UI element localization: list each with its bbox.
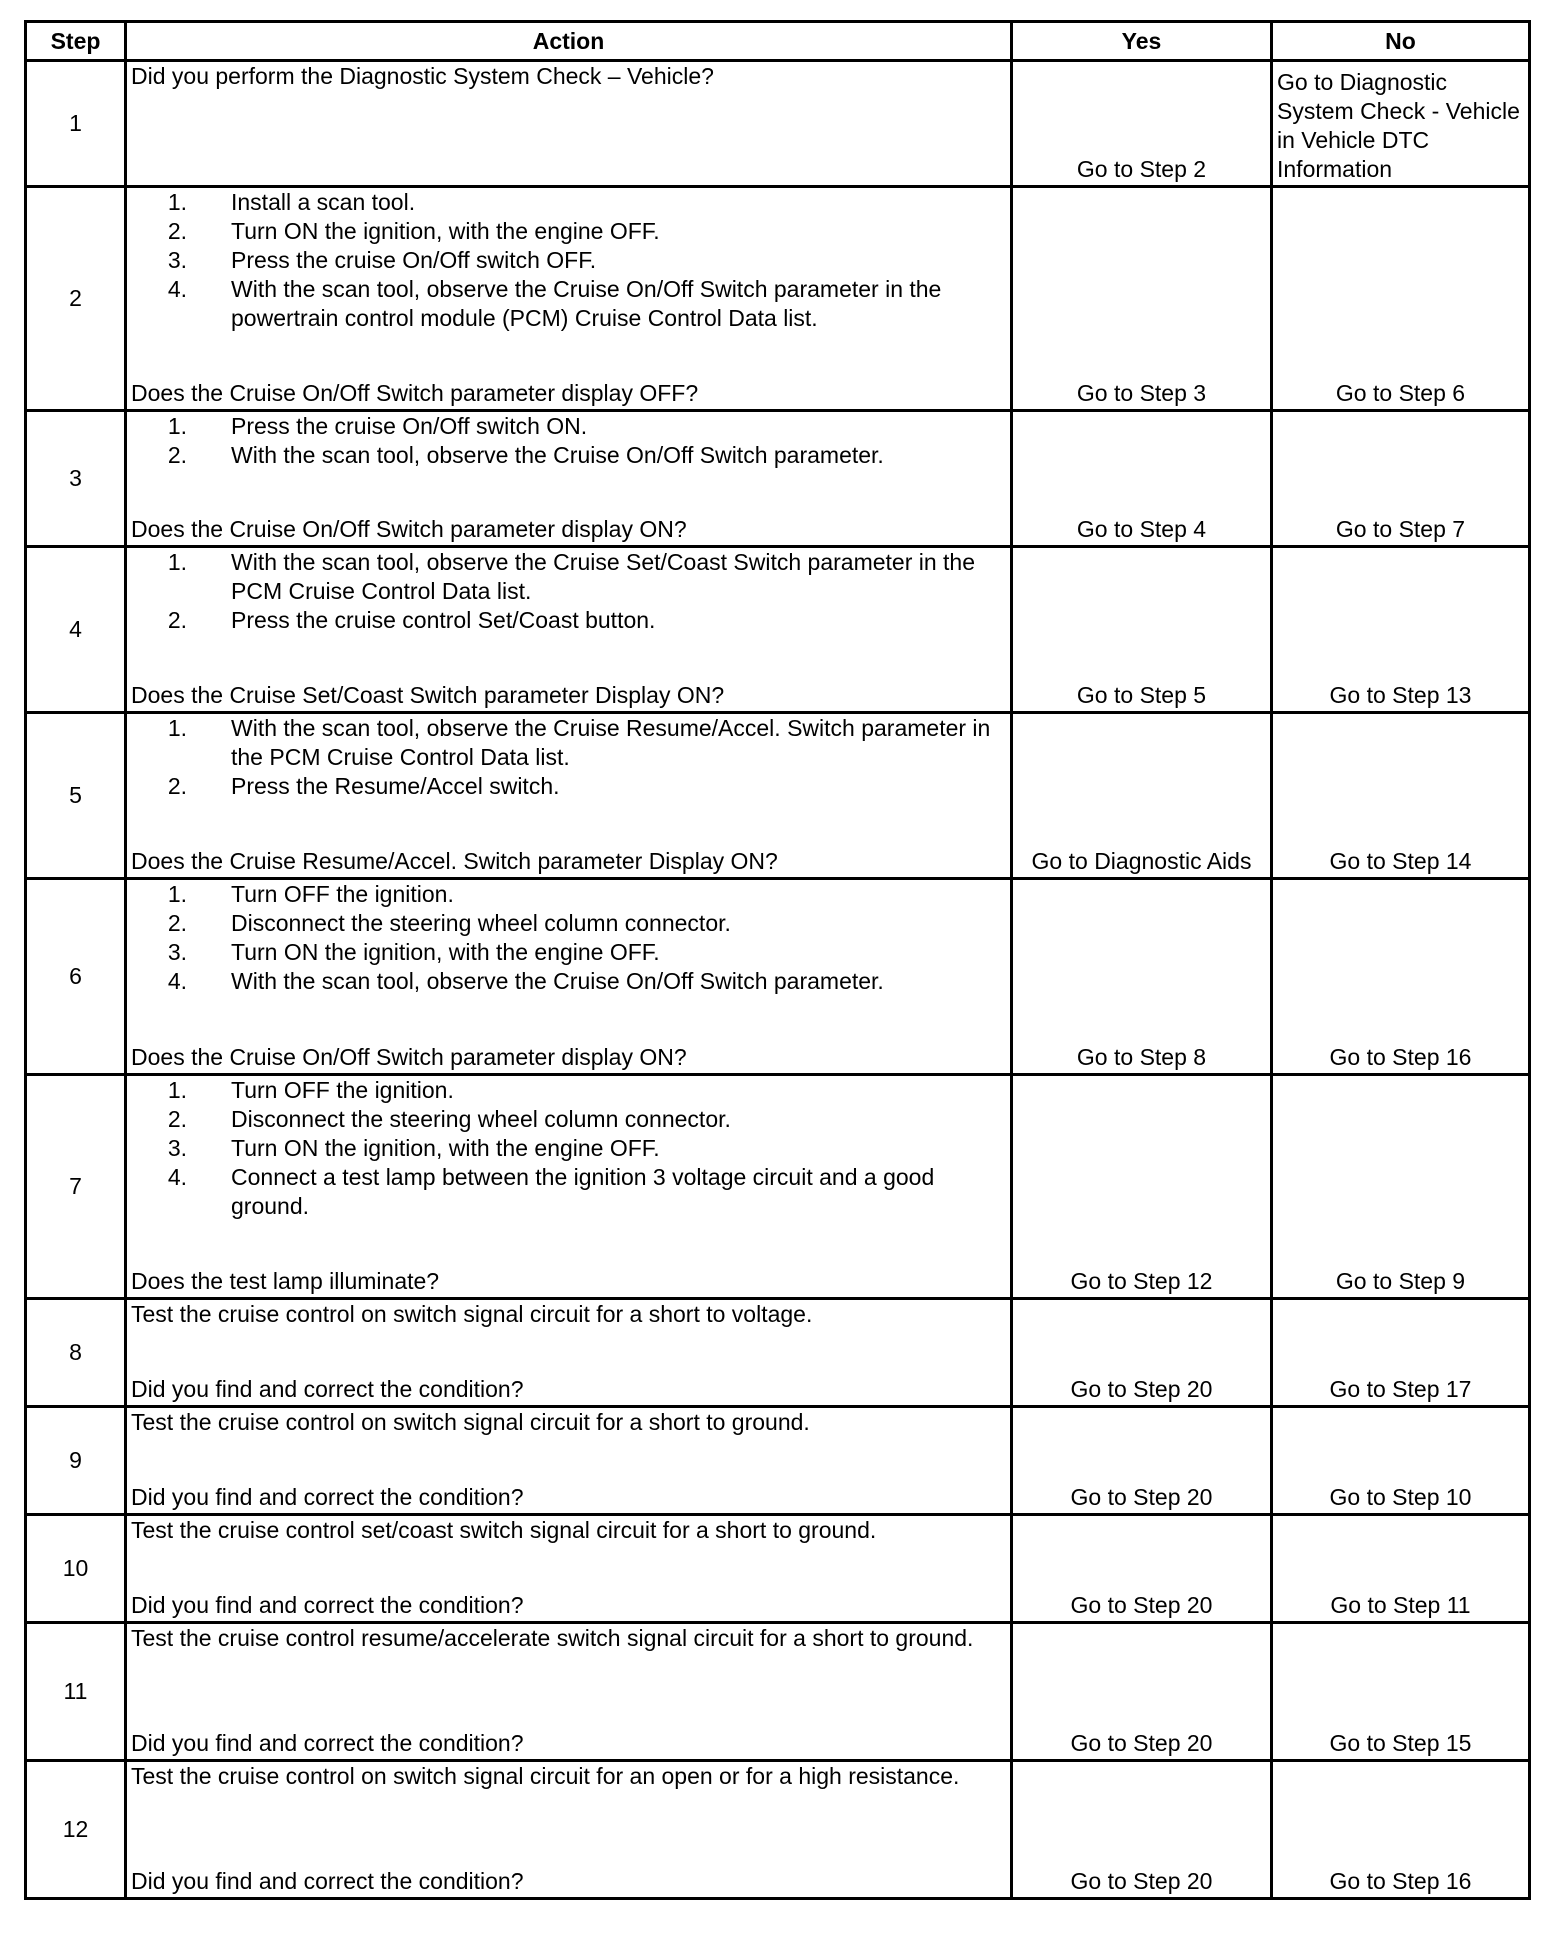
table-row xyxy=(26,1761,1530,1899)
action-steps-list xyxy=(131,714,1006,801)
action-cell xyxy=(126,713,1012,879)
action-question: Did you find and correct the condition? xyxy=(131,1868,524,1894)
list-item xyxy=(131,1105,1006,1134)
list-item-number: 3. xyxy=(167,1135,187,1161)
list-item xyxy=(131,246,1006,275)
action-question: Does the Cruise On/Off Switch parameter display OFF? xyxy=(131,380,699,406)
yes-cell xyxy=(1012,879,1272,1075)
step-number: 9 xyxy=(26,1407,126,1515)
list-item xyxy=(131,967,1006,996)
list-item-text: Turn ON the ignition, with the engine OFF. xyxy=(231,218,660,244)
list-item-number: 1. xyxy=(167,549,187,575)
yes-cell xyxy=(1012,713,1272,879)
list-item xyxy=(131,412,1006,441)
list-item-text: Turn OFF the ignition. xyxy=(231,881,454,907)
header-action: Action xyxy=(126,22,1012,61)
action-intro: Did you perform the Diagnostic System Check – Vehicle? xyxy=(131,63,714,89)
step-number: 3 xyxy=(26,411,126,547)
no-text: Go to Diagnostic System Check - Vehicle in Vehicle DTC Information xyxy=(1277,69,1520,182)
list-item-number: 3. xyxy=(167,939,187,965)
action-question: Did you find and correct the condition? xyxy=(131,1484,524,1510)
list-item-number: 3. xyxy=(167,247,187,273)
yes-text: Go to Diagnostic Aids xyxy=(1031,848,1252,874)
no-text: Go to Step 16 xyxy=(1329,1044,1472,1070)
yes-text: Go to Step 20 xyxy=(1070,1730,1213,1756)
yes-cell xyxy=(1012,61,1272,187)
step-number: 5 xyxy=(26,713,126,879)
no-cell xyxy=(1272,879,1530,1075)
action-cell xyxy=(126,547,1012,713)
yes-cell xyxy=(1012,187,1272,411)
action-question: Did you find and correct the condition? xyxy=(131,1592,524,1618)
list-item-text: Press the cruise On/Off switch OFF. xyxy=(231,247,597,273)
action-cell xyxy=(126,1407,1012,1515)
no-text: Go to Step 11 xyxy=(1330,1592,1471,1618)
table-row xyxy=(26,61,1530,187)
list-item-text: Turn ON the ignition, with the engine OFF. xyxy=(231,1135,660,1161)
list-item xyxy=(131,772,1006,801)
no-cell xyxy=(1272,547,1530,713)
no-text: Go to Step 13 xyxy=(1329,682,1472,708)
no-text: Go to Step 9 xyxy=(1335,1268,1466,1294)
list-item xyxy=(131,1163,1006,1221)
action-steps-list xyxy=(131,548,1006,635)
no-text: Go to Step 6 xyxy=(1335,380,1466,406)
no-cell xyxy=(1272,61,1530,187)
yes-cell xyxy=(1012,547,1272,713)
list-item-number: 2. xyxy=(167,1106,187,1132)
step-number: 12 xyxy=(26,1761,126,1899)
list-item-text: Press the cruise On/Off switch ON. xyxy=(231,413,588,439)
table-row xyxy=(26,879,1530,1075)
action-question: Did you find and correct the condition? xyxy=(131,1376,524,1402)
action-question: Does the Cruise Resume/Accel. Switch parameter Display ON? xyxy=(131,848,778,874)
list-item xyxy=(131,217,1006,246)
table-row xyxy=(26,1515,1530,1623)
table-row xyxy=(26,187,1530,411)
action-intro: Test the cruise control set/coast switch signal circuit for a short to ground. xyxy=(131,1517,877,1543)
table-row xyxy=(26,411,1530,547)
list-item xyxy=(131,275,1006,333)
action-steps-list xyxy=(131,188,1006,333)
yes-text: Go to Step 20 xyxy=(1070,1376,1213,1402)
no-text: Go to Step 7 xyxy=(1335,516,1466,542)
table-row xyxy=(26,1407,1530,1515)
list-item-number: 2. xyxy=(167,773,187,799)
action-question: Does the test lamp illuminate? xyxy=(131,1268,440,1294)
step-number: 8 xyxy=(26,1299,126,1407)
step-number: 10 xyxy=(26,1515,126,1623)
yes-cell xyxy=(1012,1761,1272,1899)
list-item-text: With the scan tool, observe the Cruise On/Off Switch parameter in the powertrain control module (PCM) Cruise Control Data list. xyxy=(231,276,942,331)
no-cell xyxy=(1272,1623,1530,1761)
list-item-text: Install a scan tool. xyxy=(231,189,416,215)
step-number: 11 xyxy=(26,1623,126,1761)
list-item-number: 1. xyxy=(167,881,187,907)
action-question: Does the Cruise On/Off Switch parameter display ON? xyxy=(131,516,687,542)
step-number: 2 xyxy=(26,187,126,411)
action-question: Did you find and correct the condition? xyxy=(131,1730,524,1756)
no-cell xyxy=(1272,1075,1530,1299)
header-yes: Yes xyxy=(1012,22,1272,61)
yes-text: Go to Step 20 xyxy=(1070,1484,1213,1510)
no-text: Go to Step 10 xyxy=(1329,1484,1472,1510)
list-item-number: 2. xyxy=(167,910,187,936)
list-item xyxy=(131,1076,1006,1105)
action-intro: Test the cruise control on switch signal circuit for a short to ground. xyxy=(131,1409,810,1435)
list-item-number: 2. xyxy=(167,218,187,244)
yes-cell xyxy=(1012,411,1272,547)
list-item xyxy=(131,909,1006,938)
no-cell xyxy=(1272,1761,1530,1899)
yes-text: Go to Step 20 xyxy=(1070,1592,1213,1618)
yes-cell xyxy=(1012,1075,1272,1299)
action-cell xyxy=(126,1761,1012,1899)
list-item-text: With the scan tool, observe the Cruise Set/Coast Switch parameter in the PCM Cruise Control Data list. xyxy=(231,549,976,604)
list-item xyxy=(131,188,1006,217)
step-number: 4 xyxy=(26,547,126,713)
yes-text: Go to Step 5 xyxy=(1076,682,1207,708)
yes-cell xyxy=(1012,1623,1272,1761)
action-question: Does the Cruise On/Off Switch parameter display ON? xyxy=(131,1044,687,1070)
list-item-number: 1. xyxy=(167,1077,187,1103)
no-cell xyxy=(1272,1515,1530,1623)
list-item-text: Turn ON the ignition, with the engine OFF. xyxy=(231,939,660,965)
list-item xyxy=(131,880,1006,909)
step-number: 7 xyxy=(26,1075,126,1299)
list-item-number: 1. xyxy=(167,413,187,439)
list-item-text: Press the Resume/Accel switch. xyxy=(231,773,560,799)
action-question: Does the Cruise Set/Coast Switch parameter Display ON? xyxy=(131,682,725,708)
table-row xyxy=(26,547,1530,713)
header-step: Step xyxy=(26,22,126,61)
list-item xyxy=(131,1134,1006,1163)
action-intro: Test the cruise control resume/accelerate switch signal circuit for a short to ground. xyxy=(131,1625,974,1651)
list-item-text: With the scan tool, observe the Cruise On/Off Switch parameter. xyxy=(231,442,884,468)
yes-text: Go to Step 2 xyxy=(1076,156,1207,182)
yes-text: Go to Step 4 xyxy=(1076,516,1207,542)
action-cell xyxy=(126,411,1012,547)
yes-cell xyxy=(1012,1299,1272,1407)
diagnostic-table xyxy=(24,20,1531,1900)
no-cell xyxy=(1272,411,1530,547)
yes-cell xyxy=(1012,1407,1272,1515)
table-row xyxy=(26,1623,1530,1761)
action-cell xyxy=(126,1299,1012,1407)
yes-cell xyxy=(1012,1515,1272,1623)
list-item xyxy=(131,548,1006,606)
step-number: 1 xyxy=(26,61,126,187)
list-item-text: With the scan tool, observe the Cruise On/Off Switch parameter. xyxy=(231,968,884,994)
header-row xyxy=(26,22,1530,61)
list-item xyxy=(131,714,1006,772)
action-cell xyxy=(126,61,1012,187)
list-item xyxy=(131,938,1006,967)
yes-text: Go to Step 3 xyxy=(1076,380,1207,406)
action-cell xyxy=(126,1623,1012,1761)
list-item-number: 2. xyxy=(167,607,187,633)
list-item-text: Turn OFF the ignition. xyxy=(231,1077,454,1103)
no-cell xyxy=(1272,713,1530,879)
yes-text: Go to Step 12 xyxy=(1070,1268,1213,1294)
list-item xyxy=(131,441,1006,470)
no-cell xyxy=(1272,1407,1530,1515)
list-item-number: 1. xyxy=(167,715,187,741)
action-intro: Test the cruise control on switch signal circuit for a short to voltage. xyxy=(131,1301,813,1327)
header-no: No xyxy=(1272,22,1530,61)
table-row xyxy=(26,1299,1530,1407)
list-item-number: 1. xyxy=(167,189,187,215)
list-item-text: Disconnect the steering wheel column connector. xyxy=(231,910,731,936)
list-item-number: 2. xyxy=(167,442,187,468)
step-number: 6 xyxy=(26,879,126,1075)
table-row xyxy=(26,713,1530,879)
list-item-number: 4. xyxy=(167,276,187,302)
action-steps-list xyxy=(131,412,1006,470)
action-steps-list xyxy=(131,880,1006,996)
list-item-text: Press the cruise control Set/Coast button. xyxy=(231,607,656,633)
no-text: Go to Step 17 xyxy=(1329,1376,1472,1402)
list-item-text: Connect a test lamp between the ignition 3 voltage circuit and a good ground. xyxy=(231,1164,935,1219)
action-cell xyxy=(126,1515,1012,1623)
no-text: Go to Step 16 xyxy=(1329,1868,1472,1894)
no-cell xyxy=(1272,1299,1530,1407)
no-cell xyxy=(1272,187,1530,411)
yes-text: Go to Step 20 xyxy=(1070,1868,1213,1894)
list-item-number: 4. xyxy=(167,1164,187,1190)
action-cell xyxy=(126,187,1012,411)
action-intro: Test the cruise control on switch signal circuit for an open or for a high resistance. xyxy=(131,1763,960,1789)
table-row xyxy=(26,1075,1530,1299)
action-steps-list xyxy=(131,1076,1006,1221)
list-item xyxy=(131,606,1006,635)
no-text: Go to Step 15 xyxy=(1329,1730,1472,1756)
list-item-number: 4. xyxy=(167,968,187,994)
list-item-text: Disconnect the steering wheel column connector. xyxy=(231,1106,731,1132)
action-cell xyxy=(126,879,1012,1075)
list-item-text: With the scan tool, observe the Cruise Resume/Accel. Switch parameter in the PCM Cruise Control Data list. xyxy=(231,715,991,770)
yes-text: Go to Step 8 xyxy=(1076,1044,1207,1070)
no-text: Go to Step 14 xyxy=(1329,848,1472,874)
action-cell xyxy=(126,1075,1012,1299)
